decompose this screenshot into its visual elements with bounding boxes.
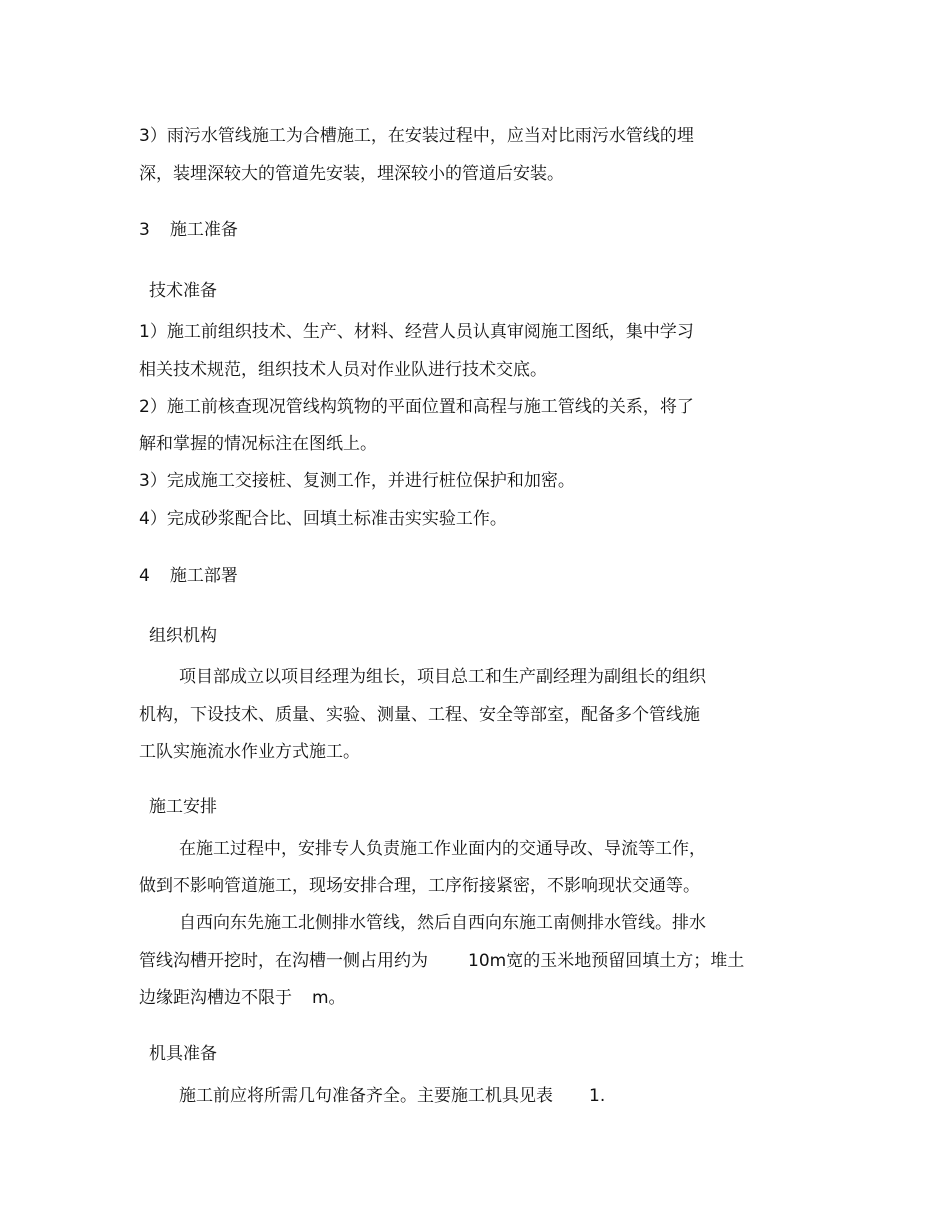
text-segment: 管线沟槽开挖时，在沟槽一侧占用约为 — [139, 951, 428, 971]
list-item-line: 1）施工前组织技术、生产、材料、经营人员认真审阅施工图纸，集中学习 — [139, 322, 694, 342]
heading-title: 施工准备 — [169, 220, 238, 240]
paragraph-line: 3）雨污水管线施工为合槽施工，在安装过程中，应当对比雨污水管线的埋 — [139, 126, 694, 146]
list-item: 3）完成施工交接桩、复测工作，并进行桩位保护和加密。 — [139, 471, 575, 491]
heading-number: 3 — [139, 220, 150, 240]
heading-title: 施工部署 — [169, 566, 238, 586]
subheading-organization: 组织机构 — [149, 626, 217, 646]
paragraph-line: 自西向东先施工北侧排水管线，然后自西向东施工南侧排水管线。排水 — [179, 913, 706, 933]
list-item-line: 解和掌握的情况标注在图纸上。 — [139, 434, 377, 454]
text-segment: m。 — [312, 988, 346, 1008]
heading-number: 4 — [139, 566, 150, 586]
list-item-line: 相关技术规范，组织技术人员对作业队进行技术交底。 — [139, 360, 547, 380]
table-reference: 1. — [589, 1086, 606, 1106]
list-item-line: 2）施工前核查现况管线构筑物的平面位置和高程与施工管线的关系，将了 — [139, 397, 694, 417]
paragraph-line: 做到不影响管道施工，现场安排合理，工序衔接紧密，不影响现状交通等。 — [139, 876, 700, 896]
paragraph-line: 深，装埋深较大的管道先安装，埋深较小的管道后安装。 — [139, 164, 564, 184]
text-segment: 施工前应将所需几句准备齐全。主要施工机具见表 — [179, 1086, 553, 1106]
text-segment: 边缘距沟槽边不限于 — [139, 988, 292, 1008]
section-heading-4 — [139, 565, 238, 587]
list-item: 4）完成砂浆配合比、回填土标准击实实验工作。 — [139, 509, 507, 529]
paragraph-line — [139, 987, 346, 1009]
paragraph-line: 项目部成立以项目经理为组长，项目总工和生产副经理为副组长的组织 — [179, 667, 706, 687]
subheading-arrangement: 施工安排 — [149, 797, 217, 817]
subheading-machinery: 机具准备 — [149, 1044, 217, 1064]
paragraph-line — [179, 1085, 605, 1107]
subheading-technical: 技术准备 — [149, 281, 217, 301]
text-segment: 10m宽的玉米地预留回填土方；堆土 — [468, 951, 745, 971]
section-heading-3 — [139, 219, 238, 241]
paragraph-line: 在施工过程中，安排专人负责施工作业面内的交通导改、导流等工作， — [179, 839, 706, 859]
paragraph-line: 机构，下设技术、质量、实验、测量、工程、安全等部室，配备多个管线施 — [139, 705, 700, 725]
paragraph-line: 工队实施流水作业方式施工。 — [139, 742, 360, 762]
paragraph-line — [139, 950, 744, 972]
